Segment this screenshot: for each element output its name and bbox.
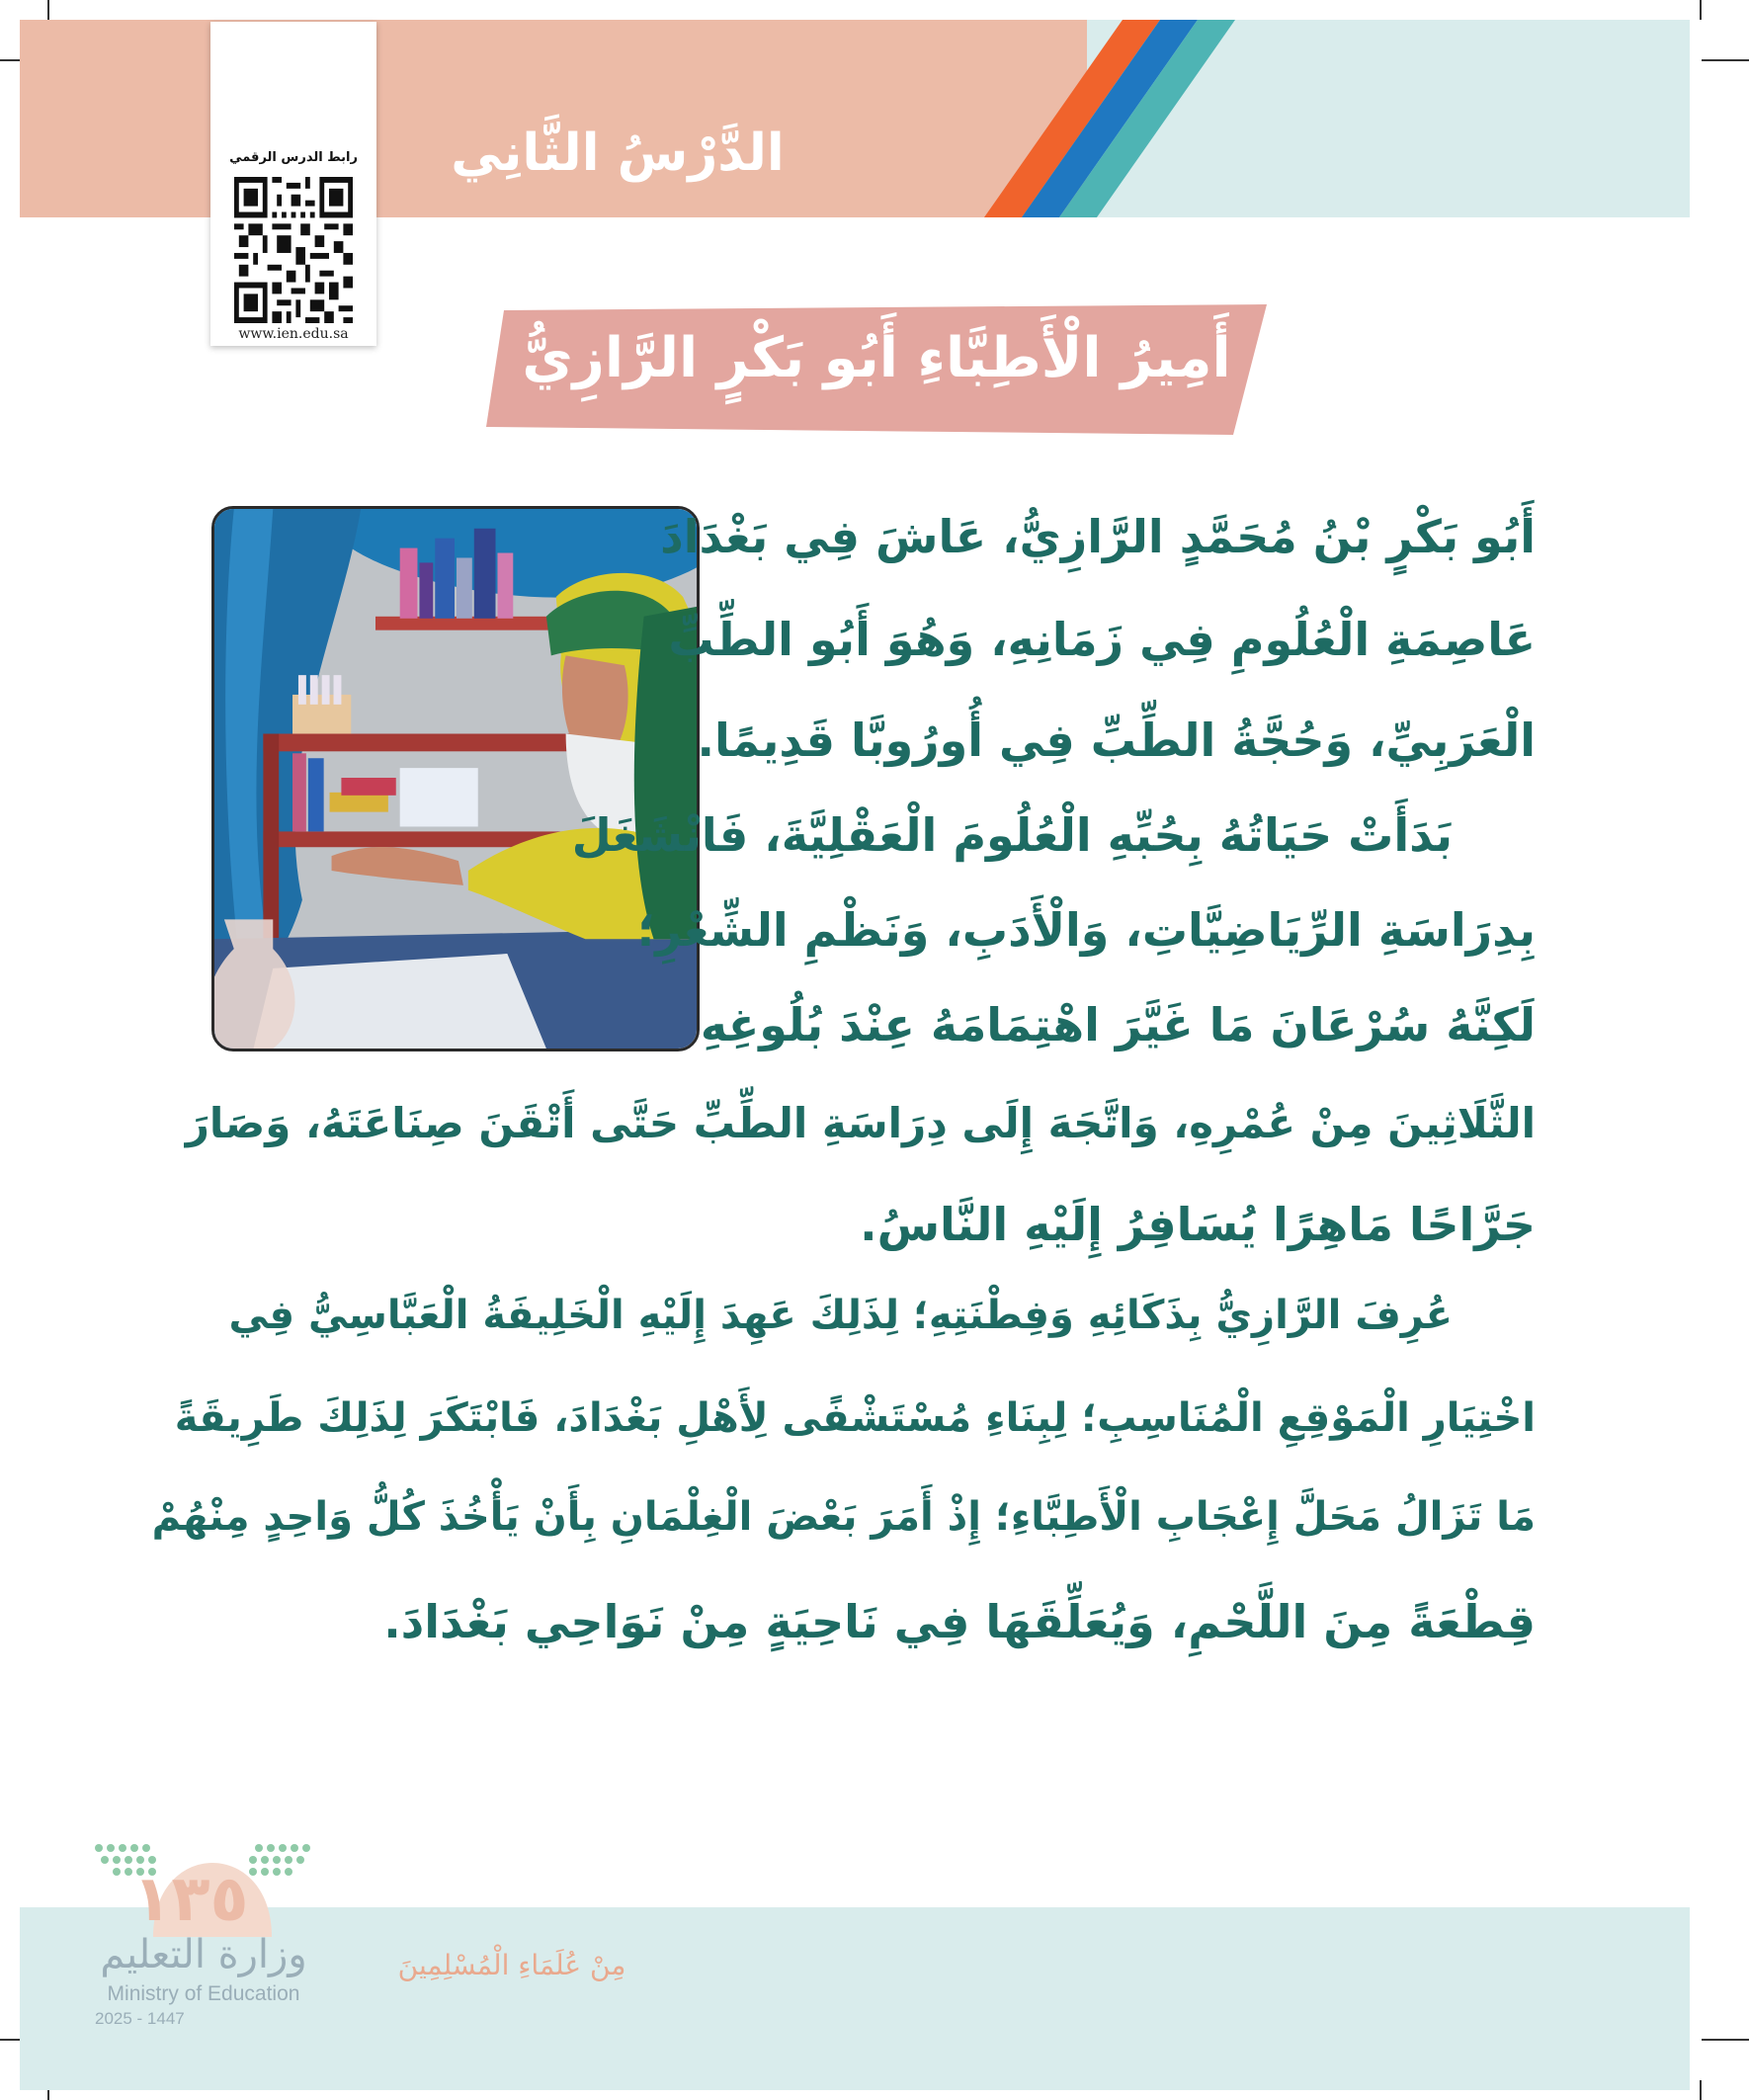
qr-label: رابط الدرس الرقمي: [229, 150, 358, 165]
qr-code-icon[interactable]: [234, 177, 353, 323]
body-line: مَا تَزَالُ مَحَلَّ إِعْجَابِ الْأَطِبَّاءِ؛ إِذْ أَمَرَ بَعْضَ الْغِلْمَانِ بِأَنْ يَأْخُذَ كُلُّ وَاحِدٍ مِنْهُمْ: [151, 1494, 1536, 1540]
unit-title: مِنْ عُلَمَاءِ الْمُسْلِمِينَ: [397, 1949, 626, 1981]
qr-url[interactable]: www.ien.edu.sa: [238, 326, 349, 342]
ministry-name-english: Ministry of Education: [107, 1982, 300, 2005]
body-line: الْعَرَبِيِّ، وَحُجَّةُ الطِّبِّ فِي أُورُوبَّا قَدِيمًا.: [697, 714, 1536, 767]
edition-year: 2025 - 1447: [95, 2009, 185, 2028]
body-line: الثَّلَاثِينَ مِنْ عُمْرِهِ، وَاتَّجَهَ إِلَى دِرَاسَةِ الطِّبِّ حَتَّى أَتْقَنَ صِنَاعَتَهُ، وَصَارَ: [185, 1099, 1536, 1147]
crop-mark: [1700, 2080, 1702, 2100]
body-line: بِدِرَاسَةِ الرِّيَاضِيَّاتِ، وَالْأَدَبِ، وَنَظْمِ الشِّعْرِ؛: [636, 903, 1536, 957]
crop-mark: [47, 0, 49, 20]
body-line: أَبُو بَكْرٍ بْنُ مُحَمَّدٍ الرَّازِيُّ، عَاشَ فِي بَغْدَادَ: [660, 510, 1536, 563]
ministry-name-arabic: وزارة التعليم: [100, 1932, 307, 1977]
body-line: عَاصِمَةِ الْعُلُومِ فِي زَمَانِهِ، وَهُوَ أَبُو الطِّبِّ: [668, 613, 1536, 666]
qr-card[interactable]: [210, 22, 376, 346]
body-line: اخْتِيَارِ الْمَوْقِعِ الْمُنَاسِبِ؛ لِبِنَاءِ مُسْتَشْفًى لِأَهْلِ بَغْدَادَ، فَابْتَكَرَ لِذَلِكَ طَرِيقَةً: [174, 1395, 1536, 1441]
lesson-title: الدَّرْسُ الثَّانِي: [451, 124, 785, 183]
illustration-scholar: [211, 506, 700, 1051]
crop-mark: [1700, 0, 1702, 20]
page-number: ١٣٥: [132, 1863, 249, 1936]
body-line: جَرَّاحًا مَاهِرًا يُسَافِرُ إِلَيْهِ النَّاسُ.: [860, 1198, 1536, 1251]
crop-mark: [1702, 59, 1749, 61]
body-line: قِطْعَةً مِنَ اللَّحْمِ، وَيُعَلِّقَهَا فِي نَاحِيَةٍ مِنْ نَوَاحِي بَغْدَادَ.: [383, 1595, 1536, 1648]
scholar-illustration: [214, 509, 697, 1049]
crop-mark: [1702, 2039, 1749, 2041]
header-peach-panel: [20, 20, 1087, 217]
lesson-main-title: أَمِيرُ الْأَطِبَّاءِ أَبُو بَكْرٍ الرَّازِيُّ: [522, 326, 1231, 390]
body-line: لَكِنَّهُ سُرْعَانَ مَا غَيَّرَ اهْتِمَامَهُ عِنْدَ بُلُوغِهِ: [700, 998, 1536, 1051]
body-line: عُرِفَ الرَّازِيُّ بِذَكَائِهِ وَفِطْنَتِهِ؛ لِذَلِكَ عَهِدَ إِلَيْهِ الْخَلِيفَةُ الْعَبَّاسِيُّ فِي: [228, 1293, 1453, 1338]
body-line: بَدَأَتْ حَيَاتُهُ بِحُبِّهِ الْعُلُومَ الْعَقْلِيَّةَ، فَانْشَغَلَ: [571, 808, 1453, 862]
